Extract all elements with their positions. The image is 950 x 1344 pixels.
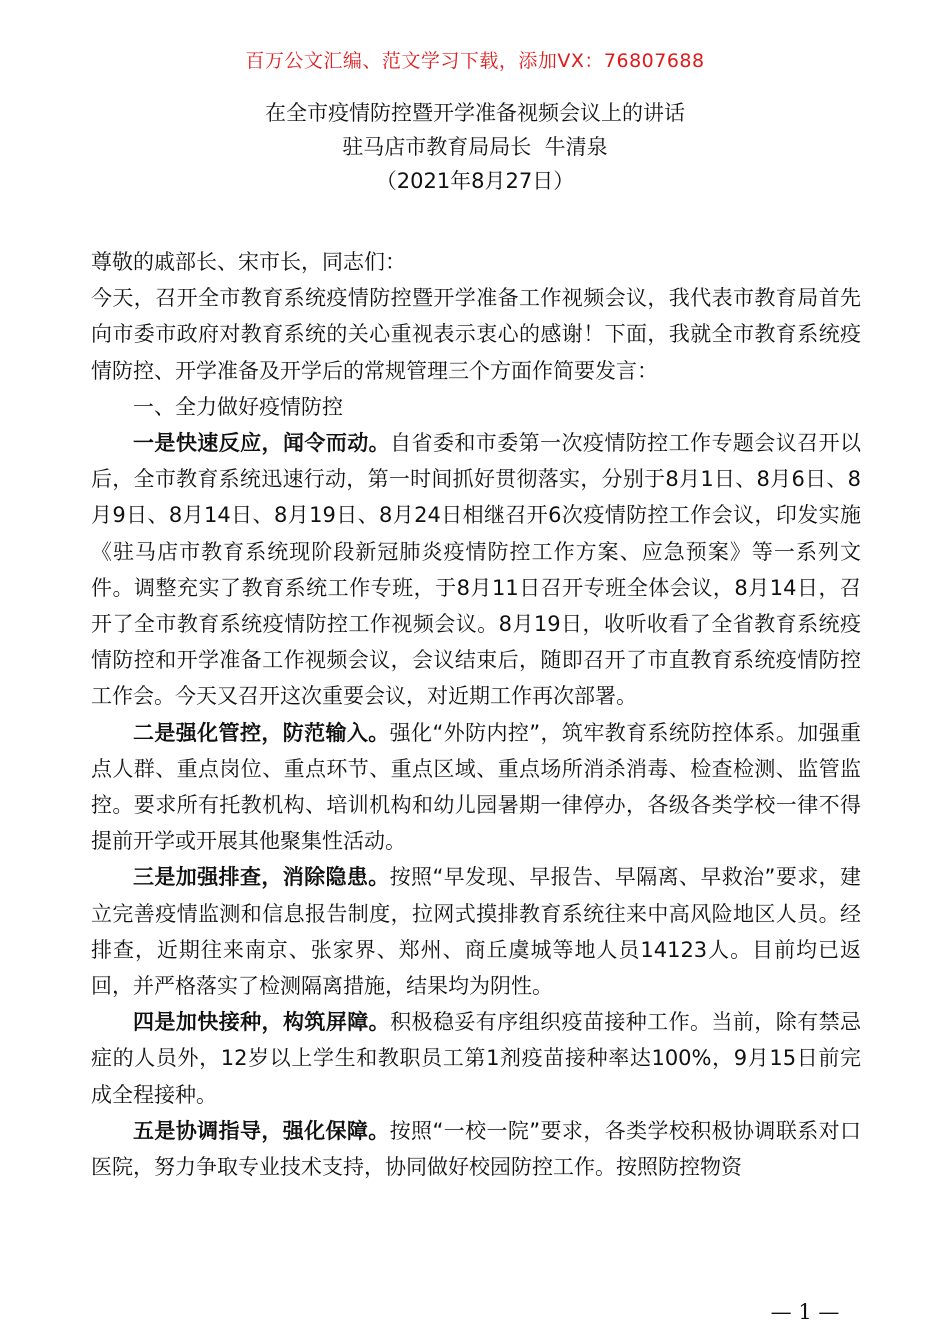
paragraph-5 [91,1113,861,1185]
document-body [91,244,861,1185]
section-heading: 一、全力做好疫情防控 [133,394,343,419]
paragraph-text: 自省委和市委第一次疫情防控工作专题会议召开以后，全市教育系统迅速行动，第一时间抓好贯彻落实，分别于8月1日、8月6日、8月9日、8月14日、8月19日、8月24日相继召开6次疫情防控工作会议，印发实施《驻马店市教育系统现阶段新冠肺炎疫情防控工作方案、应急预案》等一系列文件。调整充实了教育系统工作专班，于8月11日召开专班全体会议，8月14日，召开了全市教育系统疫情防控工作视频会议。8月19日，收听收看了全省教育系统疫情防控和开学准备工作视频会议，会议结束后，随即召开了市直教育系统疫情防控工作会。今天又召开这次重要会议，对近期工作再次部署。 [91,431,862,709]
paragraph-2 [91,715,861,860]
paragraph-lead: 四是加快接种，构筑屏障。 [133,1010,391,1035]
paragraph-text: 积极稳妥有序组织疫苗接种工作。当前，除有禁忌症的人员外，12岁以上学生和教职员工第1剂疫苗接种率达100%，9月15日前完成全程接种。 [91,1010,862,1107]
paragraph-text: 按照“一校一院”要求，各类学校积极协调联系对口医院，努力争取专业技术支持，协同做好校园防控工作。按照防控物资 [91,1118,861,1180]
paragraph-lead: 三是加强排查，消除隐患。 [133,865,390,890]
watermark-text: 百万公文汇编、范文学习下载，添加VX：76807688 [245,50,705,72]
paragraph-4 [91,1004,861,1113]
title-block [0,96,950,198]
paragraph-text: 强化“外防内控”，筑牢教育系统防控体系。加强重点人群、重点岗位、重点环节、重点区域、重点场所消杀消毒、检查检测、监管监控。要求所有托教机构、培训机构和幼儿园暑期一律停办，各级各类学校一律不得提前开学或开展其他聚集性活动。 [91,720,861,854]
paragraph-lead: 二是强化管控，防范输入。 [133,720,390,745]
intro-paragraph: 今天，召开全市教育系统疫情防控暨开学准备工作视频会议，我代表市教育局首先向市委市政府对教育系统的关心重视表示衷心的感谢！下面，我就全市教育系统疫情防控、开学准备及开学后的常规管理三个方面作简要发言： [91,286,861,383]
paragraph-lead: 五是协调指导，强化保障。 [133,1118,390,1143]
paragraph-lead: 一是快速反应，闻令而动。 [133,431,391,456]
paragraph-text: 按照“早发现、早报告、早隔离、早救治”要求，建立完善疫情监测和信息报告制度，拉网式摸排教育系统往来中高风险地区人员。经排查，近期往来南京、张家界、郑州、商丘虞城等地人员14123人。目前均已返回，并严格落实了检测隔离措施，结果均为阴性。 [91,865,861,999]
speaker-line: 驻马店市教育局局长 牛清泉 [342,135,608,159]
page-number: — 1 — [770,1300,840,1324]
speech-date: （2021年8月27日） [375,169,575,193]
speech-title: 在全市疫情防控暨开学准备视频会议上的讲话 [265,101,685,125]
salutation: 尊敬的戚部长、宋市长，同志们： [91,250,406,274]
paragraph-3 [91,859,861,1004]
paragraph-1 [91,425,861,715]
